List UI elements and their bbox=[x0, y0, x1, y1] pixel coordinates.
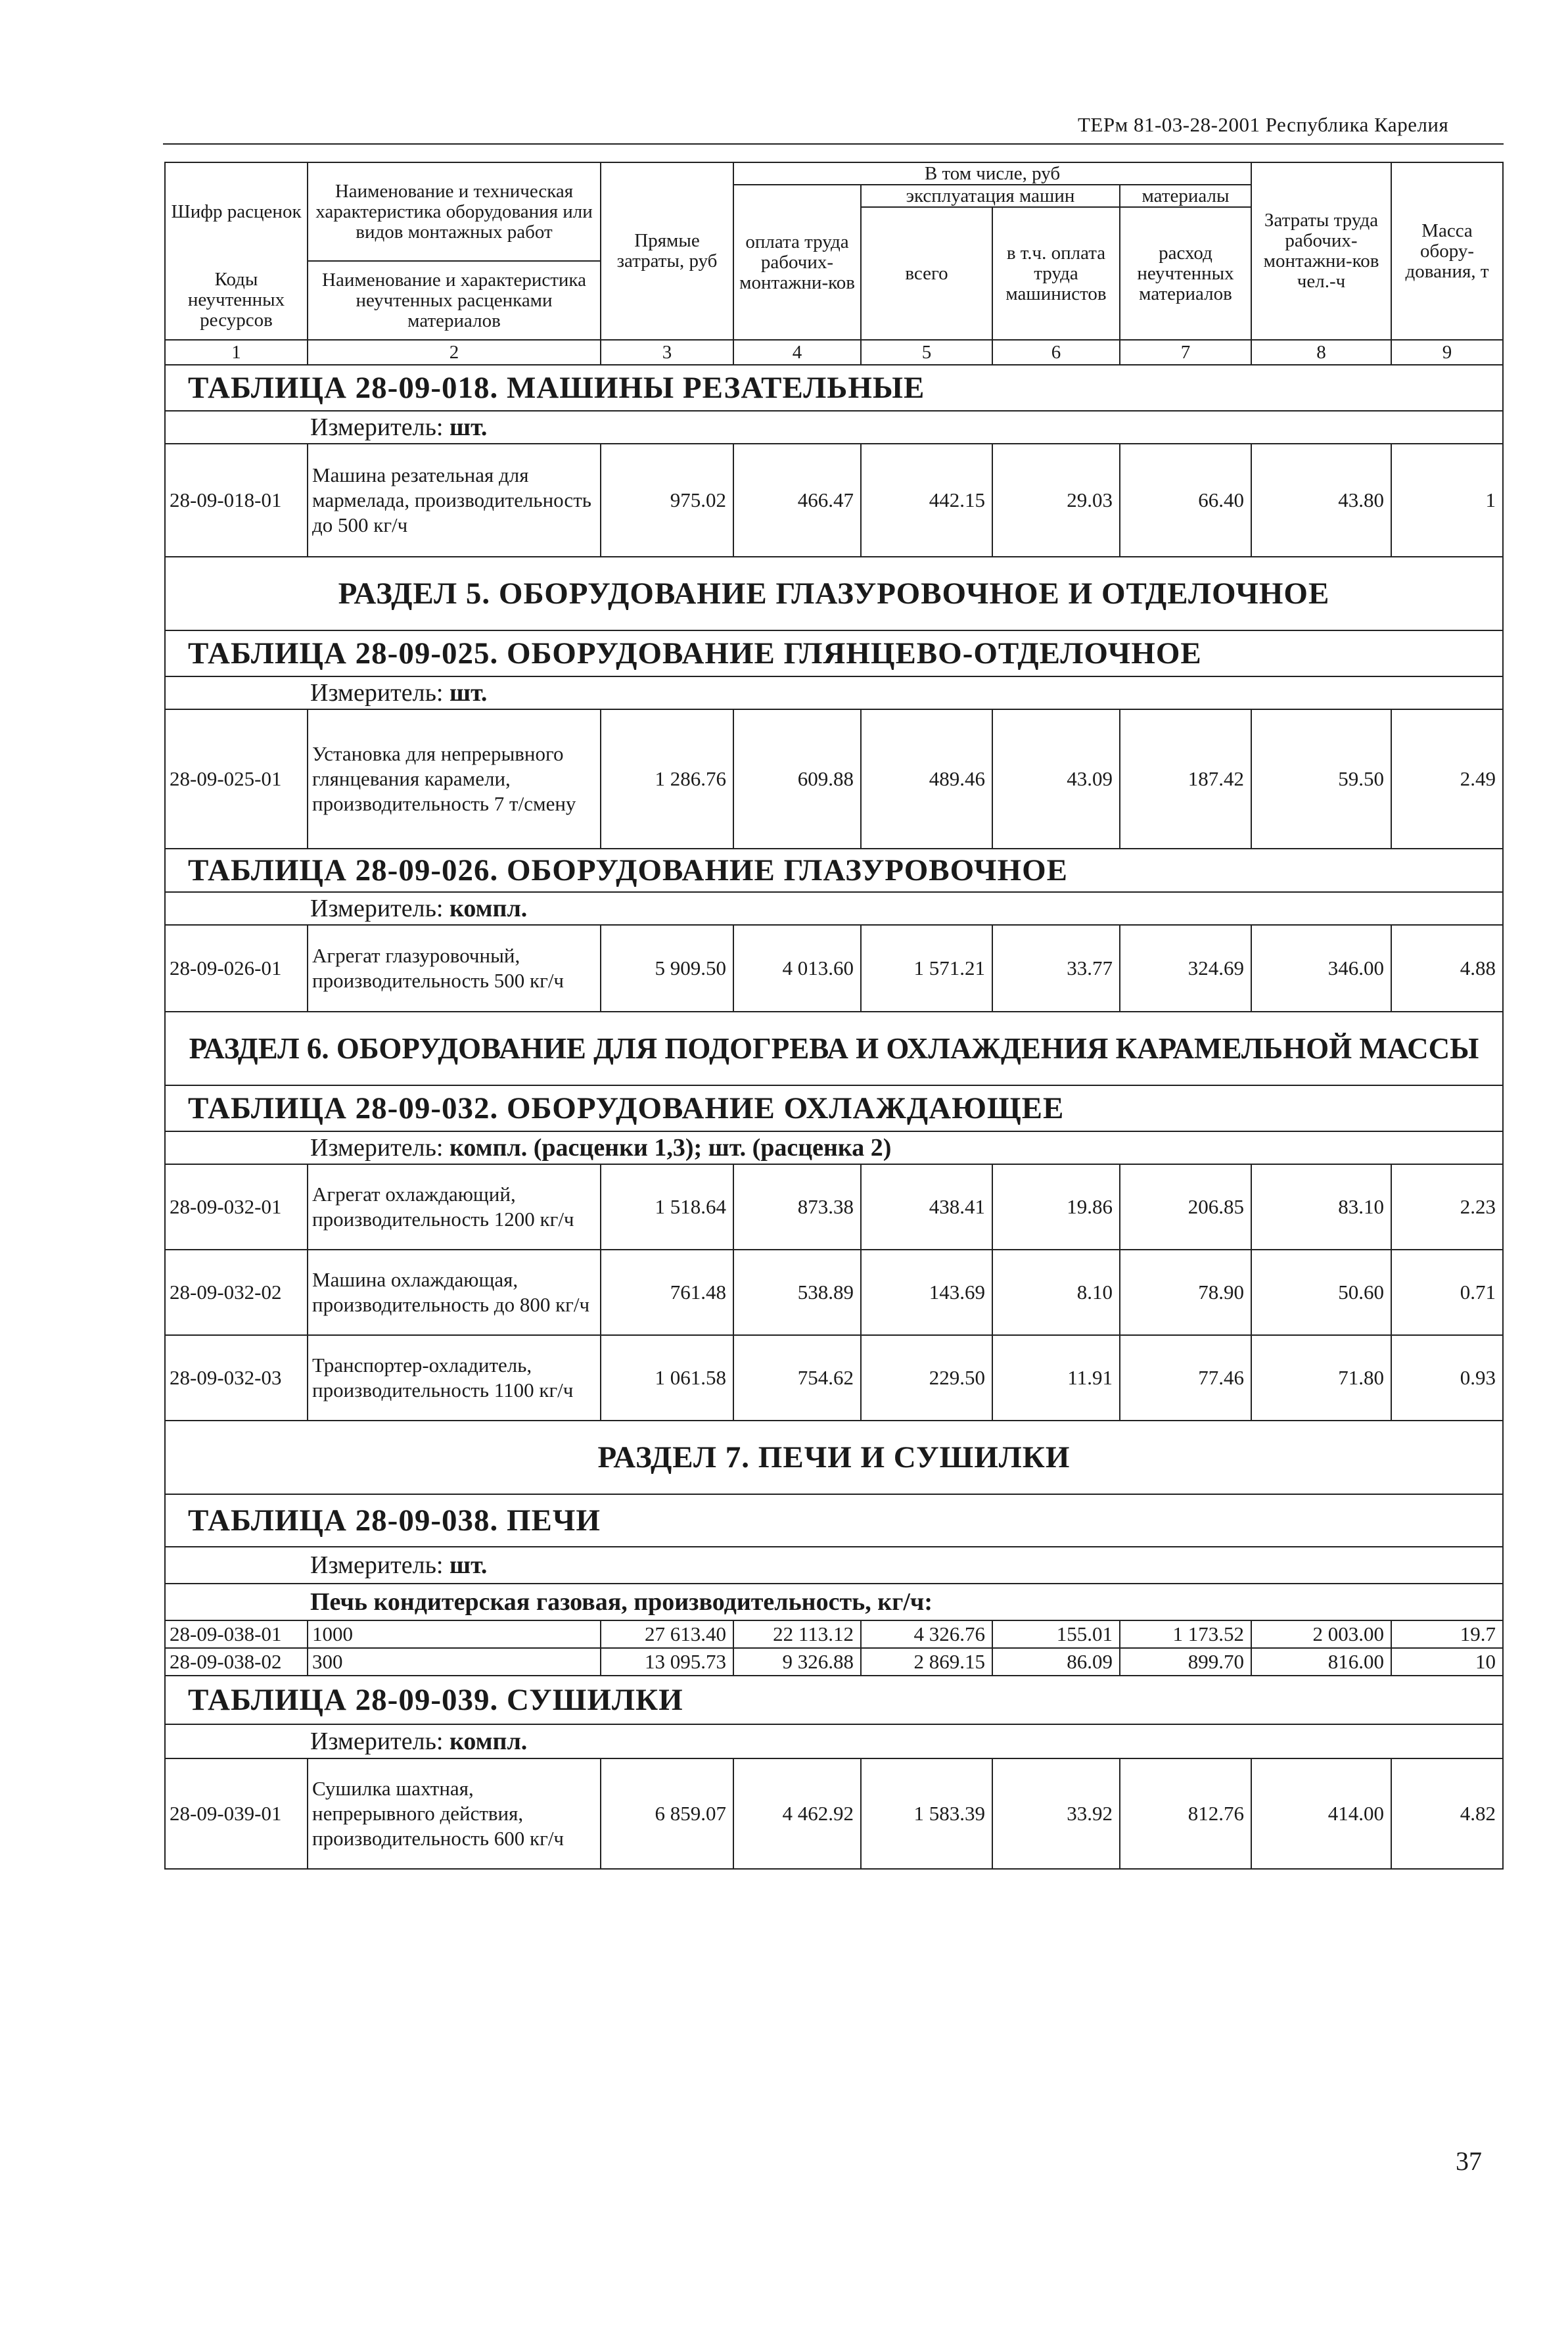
col-num: 2 bbox=[308, 340, 601, 365]
equipment-mass: 1 bbox=[1391, 444, 1503, 557]
direct-cost: 761.48 bbox=[601, 1250, 733, 1335]
measure-text: Измеритель: шт. bbox=[165, 1547, 1503, 1584]
equipment-mass: 10 bbox=[1391, 1648, 1503, 1676]
page-number: 37 bbox=[1456, 2146, 1482, 2176]
measure-text: Измеритель: компл. bbox=[165, 892, 1503, 925]
equipment-mass: 2.49 bbox=[1391, 709, 1503, 849]
col-operator-header: в т.ч. оплата труда машинистов bbox=[992, 207, 1120, 340]
col-labor-header: Затраты труда рабочих-монтажни-ков чел.-ч bbox=[1251, 162, 1391, 340]
equipment-mass: 0.93 bbox=[1391, 1335, 1503, 1421]
direct-cost: 1 061.58 bbox=[601, 1335, 733, 1421]
labor-hours: 59.50 bbox=[1251, 709, 1391, 849]
table-title-row bbox=[165, 1085, 1503, 1131]
wage-cost: 22 113.12 bbox=[733, 1620, 861, 1648]
machine-total: 229.50 bbox=[861, 1335, 992, 1421]
rate-code: 28-09-032-01 bbox=[165, 1164, 308, 1250]
machine-total: 143.69 bbox=[861, 1250, 992, 1335]
table-row bbox=[165, 1758, 1503, 1869]
operator-wage: 43.09 bbox=[992, 709, 1120, 849]
table-row bbox=[165, 925, 1503, 1012]
table-row bbox=[165, 1164, 1503, 1250]
direct-cost: 27 613.40 bbox=[601, 1620, 733, 1648]
col-materials-header: материалы bbox=[1120, 185, 1251, 207]
rate-code: 28-09-032-02 bbox=[165, 1250, 308, 1335]
direct-cost: 5 909.50 bbox=[601, 925, 733, 1012]
header-row-1 bbox=[165, 162, 1503, 185]
direct-cost: 975.02 bbox=[601, 444, 733, 557]
direct-cost: 1 518.64 bbox=[601, 1164, 733, 1250]
col-num: 8 bbox=[1251, 340, 1391, 365]
col-resources-header: Коды неучтенных ресурсов bbox=[165, 261, 308, 340]
direct-cost: 13 095.73 bbox=[601, 1648, 733, 1676]
machine-total: 489.46 bbox=[861, 709, 992, 849]
measure-text: Измеритель: шт. bbox=[165, 411, 1503, 444]
col-mass-header: Масса обору-дования, т bbox=[1391, 162, 1503, 340]
col-num: 4 bbox=[733, 340, 861, 365]
table-title-row bbox=[165, 1676, 1503, 1724]
table-row bbox=[165, 1250, 1503, 1335]
measure-row bbox=[165, 1547, 1503, 1584]
measure-row bbox=[165, 1131, 1503, 1164]
table-title: ТАБЛИЦА 28-09-026. ОБОРУДОВАНИЕ ГЛАЗУРОВОЧНОЕ bbox=[165, 849, 1503, 892]
materials-cost: 77.46 bbox=[1120, 1335, 1251, 1421]
labor-hours: 346.00 bbox=[1251, 925, 1391, 1012]
column-numbers bbox=[165, 340, 1503, 365]
labor-hours: 71.80 bbox=[1251, 1335, 1391, 1421]
rate-code: 28-09-038-01 bbox=[165, 1620, 308, 1648]
table-row bbox=[165, 1620, 1503, 1648]
col-machines-header: эксплуатация машин bbox=[861, 185, 1120, 207]
machine-total: 4 326.76 bbox=[861, 1620, 992, 1648]
rate-description: Машина резательная для мармелада, производительность до 500 кг/ч bbox=[308, 444, 601, 557]
table-row bbox=[165, 1648, 1503, 1676]
section-row bbox=[165, 1012, 1503, 1085]
header-rule bbox=[163, 143, 1504, 145]
document-header: ТЕРм 81-03-28-2001 Республика Карелия bbox=[1078, 113, 1449, 136]
operator-wage: 8.10 bbox=[992, 1250, 1120, 1335]
table-row bbox=[165, 1335, 1503, 1421]
materials-cost: 899.70 bbox=[1120, 1648, 1251, 1676]
wage-cost: 538.89 bbox=[733, 1250, 861, 1335]
section-row bbox=[165, 557, 1503, 630]
col-num: 3 bbox=[601, 340, 733, 365]
rate-description: Сушилка шахтная, непрерывного действия, производительность 600 кг/ч bbox=[308, 1758, 601, 1869]
materials-cost: 206.85 bbox=[1120, 1164, 1251, 1250]
operator-wage: 33.92 bbox=[992, 1758, 1120, 1869]
operator-wage: 11.91 bbox=[992, 1335, 1120, 1421]
section-title: РАЗДЕЛ 5. ОБОРУДОВАНИЕ ГЛАЗУРОВОЧНОЕ И ОТДЕЛОЧНОЕ bbox=[165, 557, 1503, 630]
operator-wage: 33.77 bbox=[992, 925, 1120, 1012]
table-title: ТАБЛИЦА 28-09-018. МАШИНЫ РЕЗАТЕЛЬНЫЕ bbox=[165, 365, 1503, 411]
wage-cost: 4 462.92 bbox=[733, 1758, 861, 1869]
wage-cost: 754.62 bbox=[733, 1335, 861, 1421]
rate-code: 28-09-026-01 bbox=[165, 925, 308, 1012]
machine-total: 438.41 bbox=[861, 1164, 992, 1250]
col-material-use-header: расход неучтенных материалов bbox=[1120, 207, 1251, 340]
rate-description: Транспортер-охладитель, производительность 1100 кг/ч bbox=[308, 1335, 601, 1421]
section-title: РАЗДЕЛ 6. ОБОРУДОВАНИЕ ДЛЯ ПОДОГРЕВА И ОХЛАЖДЕНИЯ КАРАМЕЛЬНОЙ МАССЫ bbox=[165, 1012, 1503, 1085]
equipment-mass: 4.82 bbox=[1391, 1758, 1503, 1869]
rate-code: 28-09-018-01 bbox=[165, 444, 308, 557]
measure-text: Измеритель: шт. bbox=[165, 676, 1503, 709]
table-title-row bbox=[165, 365, 1503, 411]
measure-text: Измеритель: компл. bbox=[165, 1724, 1503, 1758]
col-incl-header: В том числе, руб bbox=[733, 162, 1251, 185]
col-wage-header: оплата труда рабочих-монтажни-ков bbox=[733, 185, 861, 340]
measure-row bbox=[165, 1724, 1503, 1758]
measure-row bbox=[165, 676, 1503, 709]
labor-hours: 414.00 bbox=[1251, 1758, 1391, 1869]
operator-wage: 86.09 bbox=[992, 1648, 1120, 1676]
equipment-mass: 0.71 bbox=[1391, 1250, 1503, 1335]
operator-wage: 29.03 bbox=[992, 444, 1120, 557]
measure-text: Измеритель: компл. (расценки 1,3); шт. (расценка 2) bbox=[165, 1131, 1503, 1164]
machine-total: 1 571.21 bbox=[861, 925, 992, 1012]
measure-row bbox=[165, 411, 1503, 444]
table-title-row bbox=[165, 1494, 1503, 1547]
section-row bbox=[165, 1421, 1503, 1494]
wage-cost: 466.47 bbox=[733, 444, 861, 557]
labor-hours: 83.10 bbox=[1251, 1164, 1391, 1250]
measure-row bbox=[165, 892, 1503, 925]
operator-wage: 19.86 bbox=[992, 1164, 1120, 1250]
wage-cost: 4 013.60 bbox=[733, 925, 861, 1012]
materials-cost: 187.42 bbox=[1120, 709, 1251, 849]
wage-cost: 609.88 bbox=[733, 709, 861, 849]
materials-cost: 66.40 bbox=[1120, 444, 1251, 557]
subtitle-row bbox=[165, 1584, 1503, 1620]
rate-description: 1000 bbox=[308, 1620, 601, 1648]
rate-description: Установка для непрерывного глянцевания карамели, производительность 7 т/смену bbox=[308, 709, 601, 849]
machine-total: 442.15 bbox=[861, 444, 992, 557]
materials-cost: 1 173.52 bbox=[1120, 1620, 1251, 1648]
labor-hours: 50.60 bbox=[1251, 1250, 1391, 1335]
rate-code: 28-09-025-01 bbox=[165, 709, 308, 849]
machine-total: 2 869.15 bbox=[861, 1648, 992, 1676]
rate-description: Агрегат охлаждающий, производительность 1200 кг/ч bbox=[308, 1164, 601, 1250]
rates-table bbox=[164, 162, 1504, 1870]
table-row bbox=[165, 444, 1503, 557]
col-total-header: всего bbox=[861, 207, 992, 340]
wage-cost: 9 326.88 bbox=[733, 1648, 861, 1676]
materials-cost: 324.69 bbox=[1120, 925, 1251, 1012]
rate-code: 28-09-038-02 bbox=[165, 1648, 308, 1676]
equipment-mass: 4.88 bbox=[1391, 925, 1503, 1012]
col-num: 5 bbox=[861, 340, 992, 365]
rate-description: 300 bbox=[308, 1648, 601, 1676]
materials-cost: 78.90 bbox=[1120, 1250, 1251, 1335]
col-num: 1 bbox=[165, 340, 308, 365]
col-num: 9 bbox=[1391, 340, 1503, 365]
equipment-mass: 2.23 bbox=[1391, 1164, 1503, 1250]
table-title-row bbox=[165, 849, 1503, 892]
labor-hours: 43.80 bbox=[1251, 444, 1391, 557]
labor-hours: 2 003.00 bbox=[1251, 1620, 1391, 1648]
col-direct-header: Прямые затраты, руб bbox=[601, 162, 733, 340]
rate-code: 28-09-032-03 bbox=[165, 1335, 308, 1421]
rate-description: Машина охлаждающая, производительность до 800 кг/ч bbox=[308, 1250, 601, 1335]
col-num: 7 bbox=[1120, 340, 1251, 365]
table-title: ТАБЛИЦА 28-09-038. ПЕЧИ bbox=[165, 1494, 1503, 1547]
operator-wage: 155.01 bbox=[992, 1620, 1120, 1648]
col-num: 6 bbox=[992, 340, 1120, 365]
table-title: ТАБЛИЦА 28-09-032. ОБОРУДОВАНИЕ ОХЛАЖДАЮЩЕЕ bbox=[165, 1085, 1503, 1131]
materials-cost: 812.76 bbox=[1120, 1758, 1251, 1869]
equipment-mass: 19.7 bbox=[1391, 1620, 1503, 1648]
table-row bbox=[165, 709, 1503, 849]
section-title: РАЗДЕЛ 7. ПЕЧИ И СУШИЛКИ bbox=[165, 1421, 1503, 1494]
direct-cost: 1 286.76 bbox=[601, 709, 733, 849]
col-materials-name-header: Наименование и характеристика неучтенных расценками материалов bbox=[308, 261, 601, 340]
table-title: ТАБЛИЦА 28-09-039. СУШИЛКИ bbox=[165, 1676, 1503, 1724]
wage-cost: 873.38 bbox=[733, 1164, 861, 1250]
col-name-header: Наименование и техническая характеристика оборудования или видов монтажных работ bbox=[308, 162, 601, 261]
table-title-row bbox=[165, 630, 1503, 676]
table-title: ТАБЛИЦА 28-09-025. ОБОРУДОВАНИЕ ГЛЯНЦЕВО-ОТДЕЛОЧНОЕ bbox=[165, 630, 1503, 676]
direct-cost: 6 859.07 bbox=[601, 1758, 733, 1869]
machine-total: 1 583.39 bbox=[861, 1758, 992, 1869]
col-code-header: Шифр расценок bbox=[165, 162, 308, 261]
labor-hours: 816.00 bbox=[1251, 1648, 1391, 1676]
rate-code: 28-09-039-01 bbox=[165, 1758, 308, 1869]
group-subtitle: Печь кондитерская газовая, производительность, кг/ч: bbox=[165, 1584, 1503, 1620]
rate-description: Агрегат глазуровочный, производительность 500 кг/ч bbox=[308, 925, 601, 1012]
